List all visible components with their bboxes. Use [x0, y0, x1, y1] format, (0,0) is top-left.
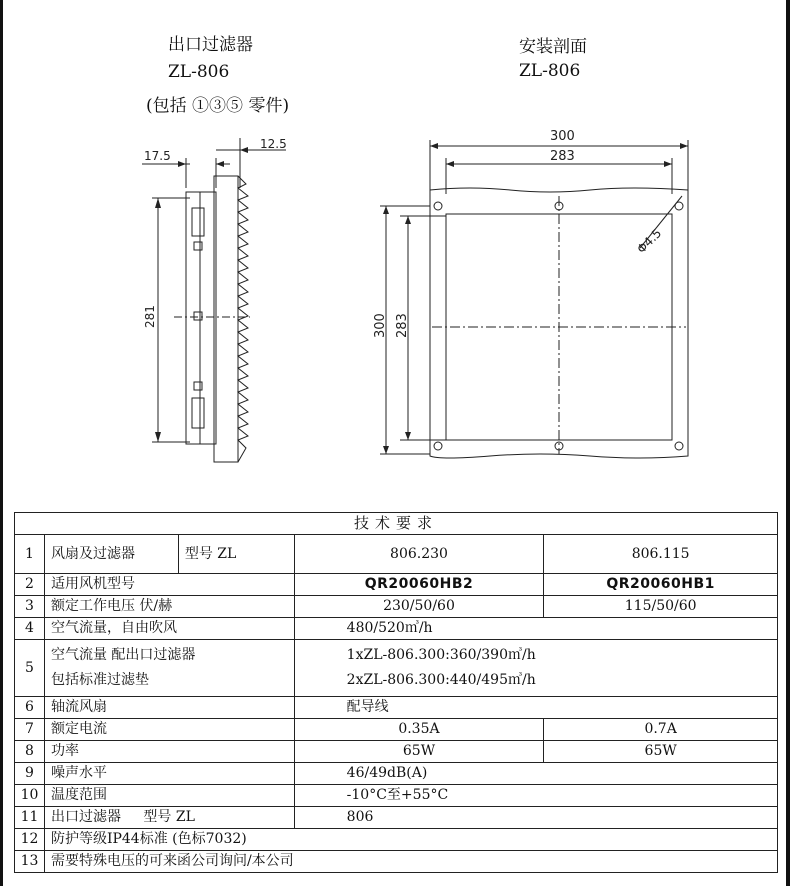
table-row	[15, 535, 778, 574]
table-row	[15, 697, 778, 719]
value-model-a: QR20060HB2	[294, 574, 544, 596]
side-view-drawing	[130, 128, 300, 468]
row-label: 空气流量，自由吹风	[44, 618, 294, 640]
row-label: 需要特殊电压的可来函公司询问/本公司	[44, 851, 777, 873]
right-title: 安装剖面	[519, 37, 587, 57]
row-number: 6	[15, 697, 45, 719]
row-label: 防护等级IP44标准 (色标7032)	[44, 829, 777, 851]
row-value-line1: 1xZL-806.300:360/390㎥/h	[346, 647, 536, 663]
row-label: 额定工作电压 伏/赫	[44, 596, 294, 618]
row-number: 9	[15, 763, 45, 785]
row-label	[44, 807, 294, 829]
row-number: 2	[15, 574, 45, 596]
spec-table-header: 技术要求	[15, 513, 778, 535]
row-label	[44, 640, 294, 697]
table-row	[15, 785, 778, 807]
front-view-drawing	[370, 124, 700, 464]
row-value: -10°C至+55°C	[294, 785, 777, 807]
row-number: 11	[15, 807, 45, 829]
row-label: 噪声水平	[44, 763, 294, 785]
table-row	[15, 640, 778, 697]
value-model-b: 806.115	[544, 535, 778, 574]
row-label: 温度范围	[44, 785, 294, 807]
value-model-a: 0.35A	[294, 719, 544, 741]
value-model-a: 230/50/60	[294, 596, 544, 618]
dim-outer-width: 300	[550, 129, 575, 144]
row-value: 配导线	[294, 697, 777, 719]
value-model-a: 65W	[294, 741, 544, 763]
row-label: 轴流风扇	[44, 697, 294, 719]
table-row	[15, 807, 778, 829]
row-label: 风扇及过滤器	[44, 535, 178, 574]
dim-12-5: 12.5	[260, 137, 287, 151]
row-value: 806	[294, 807, 777, 829]
row-label: 功率	[44, 741, 294, 763]
left-title: 出口过滤器	[168, 35, 253, 55]
table-row	[15, 829, 778, 851]
row-number: 5	[15, 640, 45, 697]
table-row	[15, 719, 778, 741]
row-number: 7	[15, 719, 45, 741]
table-row	[15, 763, 778, 785]
value-model-b: 65W	[544, 741, 778, 763]
row-value: 480/520㎥/h	[294, 618, 777, 640]
dim-inner-height: 283	[395, 313, 410, 338]
value-model-a: 806.230	[294, 535, 544, 574]
table-row	[15, 851, 778, 873]
left-border	[0, 0, 3, 886]
table-row	[15, 574, 778, 596]
dim-hole-diameter: Φ4.5	[634, 226, 665, 257]
table-row	[15, 741, 778, 763]
row-value	[294, 640, 777, 697]
row-value-line2: 2xZL-806.300:440/495㎥/h	[346, 672, 536, 688]
value-model-b: 0.7A	[544, 719, 778, 741]
dim-outer-height: 300	[373, 313, 388, 338]
value-model-b: 115/50/60	[544, 596, 778, 618]
row-number: 8	[15, 741, 45, 763]
row-number: 1	[15, 535, 45, 574]
value-model-b: QR20060HB1	[544, 574, 778, 596]
row-number: 3	[15, 596, 45, 618]
left-parts-note: (包括 ①③⑤ 零件)	[146, 96, 290, 116]
dim-17-5: 17.5	[144, 149, 171, 163]
row-sublabel: 型号 ZL	[178, 535, 294, 574]
left-model: ZL-806	[168, 62, 230, 82]
row-label-line2: 包括标准过滤垫	[50, 672, 149, 688]
dim-281: 281	[143, 305, 157, 328]
row-sublabel: 型号 ZL	[143, 809, 195, 825]
row-label-main: 出口过滤器	[50, 809, 121, 825]
table-row	[15, 596, 778, 618]
row-label: 额定电流	[44, 719, 294, 741]
row-label: 适用风机型号	[44, 574, 294, 596]
row-number: 10	[15, 785, 45, 807]
dim-inner-width: 283	[550, 149, 575, 164]
spec-table	[14, 512, 778, 873]
row-value: 46/49dB(A)	[294, 763, 777, 785]
row-number: 13	[15, 851, 45, 873]
right-border	[786, 0, 790, 886]
table-row	[15, 618, 778, 640]
row-number: 4	[15, 618, 45, 640]
row-number: 12	[15, 829, 45, 851]
row-label-line1: 空气流量 配出口过滤器	[50, 647, 196, 663]
right-model: ZL-806	[519, 61, 581, 81]
